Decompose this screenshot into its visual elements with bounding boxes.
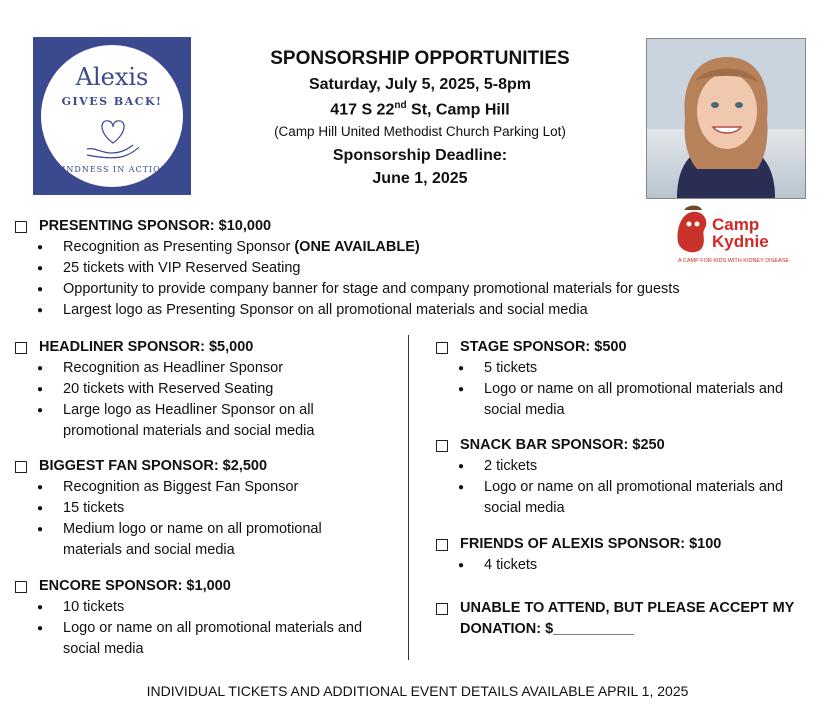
friends-sponsor-title: FRIENDS OF ALEXIS SPONSOR: $100: [460, 536, 722, 552]
biggest-fan-checkbox[interactable]: [15, 461, 27, 473]
donation-title: UNABLE TO ATTEND, BUT PLEASE ACCEPT MY DONATION: $__________: [460, 600, 795, 637]
logo-circle: [41, 45, 183, 187]
deadline-label: Sponsorship Deadline:: [332, 147, 508, 164]
list-item: ● Opportunity to provide company banner for stage and company promotional materials for guests: [63, 279, 805, 300]
alexis-gives-back-logo: [33, 37, 191, 195]
encore-checkbox[interactable]: [15, 581, 27, 593]
list-item: ● 25 tickets with VIP Reserved Seating: [63, 258, 805, 279]
logo-tagline: KINDNESS IN ACTION: [55, 165, 169, 174]
stage-sponsor-section: [436, 337, 806, 421]
presenting-sponsor-section: [15, 216, 805, 321]
list-item: ● 2 tickets: [484, 456, 806, 477]
alexis-photo: [646, 38, 806, 199]
stage-checkbox[interactable]: [436, 342, 448, 354]
event-address: 417 S 22nd St, Camp Hill: [330, 100, 510, 119]
headliner-sponsor-title: HEADLINER SPONSOR: $5,000: [39, 339, 254, 355]
presenting-checkbox[interactable]: [15, 221, 27, 233]
column-divider: [408, 335, 409, 660]
stage-sponsor-title: STAGE SPONSOR: $500: [460, 339, 627, 355]
encore-sponsor-title: ENCORE SPONSOR: $1,000: [39, 578, 231, 594]
presenting-sponsor-title: PRESENTING SPONSOR: $10,000: [39, 218, 272, 234]
friends-benefits: [436, 555, 806, 576]
list-item: ● Largest logo as Presenting Sponsor on all promotional materials and social media: [63, 300, 805, 321]
headliner-sponsor-section: [15, 337, 395, 442]
friends-checkbox[interactable]: [436, 539, 448, 551]
biggest-fan-benefits: [15, 477, 395, 561]
heart-hand-icon: [81, 113, 145, 163]
list-item: ● 15 tickets: [63, 498, 395, 519]
logo-name: Alexis: [75, 63, 149, 91]
event-date: Saturday, July 5, 2025, 5-8pm: [308, 76, 532, 93]
snack-bar-sponsor-option[interactable]: [436, 435, 806, 456]
footer-note: INDIVIDUAL TICKETS AND ADDITIONAL EVENT DETAILS AVAILABLE APRIL 1, 2025: [146, 683, 689, 699]
stage-benefits: [436, 358, 806, 421]
list-item: ● Medium logo or name on all promotional materials and social media: [63, 519, 373, 561]
list-item: ● Logo or name on all promotional materials and social media: [484, 477, 794, 519]
friends-sponsor-option[interactable]: [436, 534, 806, 555]
headliner-sponsor-option[interactable]: [15, 337, 395, 358]
encore-sponsor-option[interactable]: [15, 576, 395, 597]
biggest-fan-sponsor-section: [15, 456, 395, 561]
stage-sponsor-option[interactable]: [436, 337, 806, 358]
friends-sponsor-section: [436, 534, 806, 576]
deadline-date: June 1, 2025: [372, 170, 468, 187]
encore-sponsor-section: [15, 576, 395, 660]
event-location: (Camp Hill United Methodist Church Parking Lot): [274, 124, 566, 139]
donation-checkbox[interactable]: [436, 603, 448, 615]
list-item: ● Recognition as Presenting Sponsor (ONE AVAILABLE): [63, 237, 805, 258]
page-title: SPONSORSHIP OPPORTUNITIES: [270, 48, 570, 69]
list-item: ● 4 tickets: [484, 555, 806, 576]
biggest-fan-sponsor-title: BIGGEST FAN SPONSOR: $2,500: [39, 458, 268, 474]
snack-bar-checkbox[interactable]: [436, 440, 448, 452]
list-item: ● Logo or name on all promotional materials and social media: [484, 379, 794, 421]
list-item: ● Recognition as Biggest Fan Sponsor: [63, 477, 395, 498]
portrait-image: [647, 39, 805, 198]
snack-bar-sponsor-section: [436, 435, 806, 519]
camp-kydnie-tagline: A CAMP FOR KIDS WITH KIDNEY DISEASE: [678, 258, 790, 264]
camp-kydnie-text: Camp Kydnie: [712, 215, 769, 251]
encore-benefits: [15, 597, 395, 660]
donation-section: [436, 598, 796, 640]
list-item: ● 10 tickets: [63, 597, 395, 618]
snack-bar-benefits: [436, 456, 806, 519]
biggest-fan-sponsor-option[interactable]: [15, 456, 395, 477]
list-item: ● Large logo as Headliner Sponsor on all promotional materials and social media: [63, 400, 353, 442]
presenting-benefits: [15, 237, 805, 321]
headliner-checkbox[interactable]: [15, 342, 27, 354]
headliner-benefits: [15, 358, 395, 442]
snack-bar-sponsor-title: SNACK BAR SPONSOR: $250: [460, 437, 665, 453]
donation-option[interactable]: [436, 598, 796, 640]
logo-subtitle: GIVES BACK!: [61, 95, 163, 108]
list-item: ● 20 tickets with Reserved Seating: [63, 379, 395, 400]
list-item: ● Recognition as Headliner Sponsor: [63, 358, 395, 379]
presenting-sponsor-option[interactable]: [15, 216, 805, 237]
list-item: ● 5 tickets: [484, 358, 806, 379]
list-item: ● Logo or name on all promotional materials and social media: [63, 618, 373, 660]
